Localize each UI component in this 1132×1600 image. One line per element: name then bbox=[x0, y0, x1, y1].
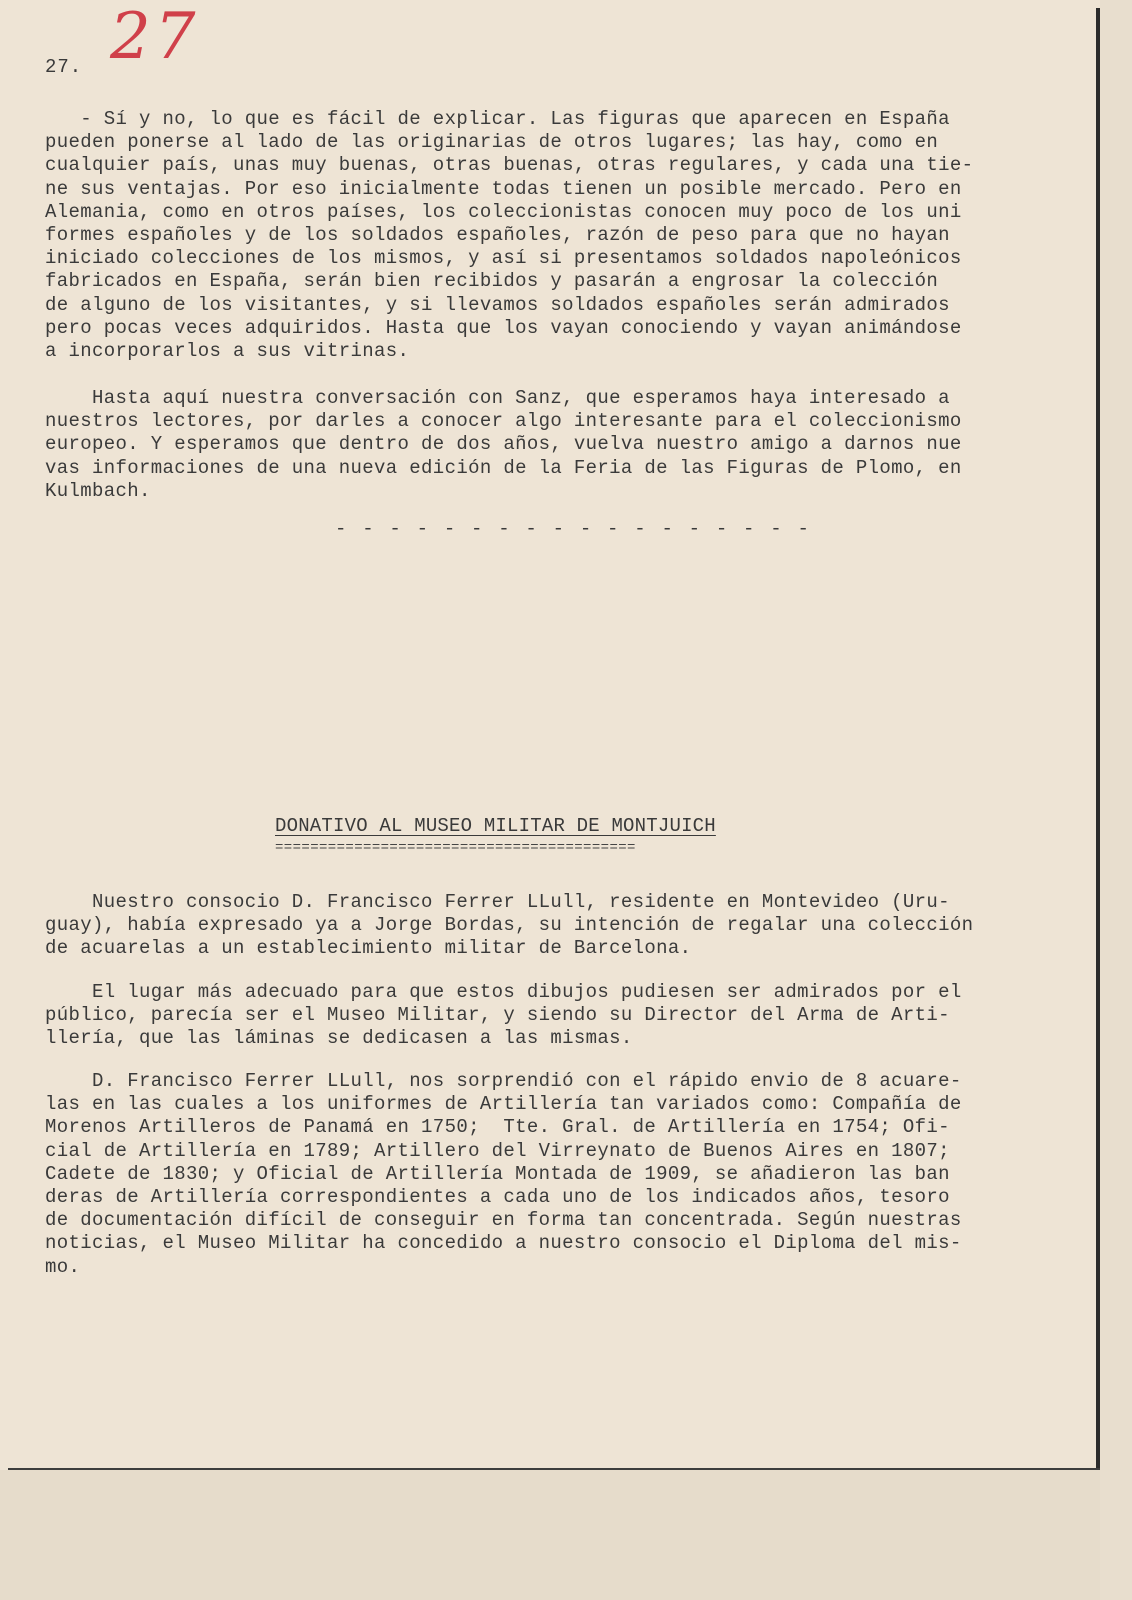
article-title: DONATIVO AL MUSEO MILITAR DE MONTJUICH bbox=[275, 815, 716, 837]
handwritten-page-number: 27 bbox=[110, 0, 200, 74]
interview-paragraph-2: Hasta aquí nuestra conversación con Sanz, que esperamos haya interesado a nuestros lectores, por darles a conocer algo interesante para el coleccionismo europeo. Y esperamos que dentro de dos años, vuelva nuestro amigo a darnos nue vas informaciones de una nueva edición de la Feria de las Figuras de Plomo, en Kulmbach. bbox=[45, 387, 962, 502]
section-separator: - - - - - - - - - - - - - - - - - - bbox=[335, 518, 812, 540]
title-double-underline: ========================================= bbox=[275, 840, 636, 856]
scan-margin-bottom bbox=[0, 1470, 1100, 1600]
page-bottom-edge bbox=[8, 1468, 1100, 1470]
donation-paragraph-2: El lugar más adecuado para que estos dibujos pudiesen ser admirados por el público, parecía ser el Museo Militar, y siendo su Director del Arma de Arti- llería, que las láminas se dedicasen a las mismas. bbox=[45, 981, 962, 1050]
scan-margin-right bbox=[1100, 0, 1132, 1600]
page-number: 27. bbox=[45, 56, 83, 78]
donation-paragraph-3: D. Francisco Ferrer LLull, nos sorprendió con el rápido envio de 8 acuare- las en las cuales a los uniformes de Artillería tan variados como: Compañía de Morenos Artilleros de Panamá en 1750; Tte. Gral. de Artillería en 1754; Ofi- cial de Artillería en 1789; Artillero del Virreynato de Buenos Aires en 1807; Cadete de 1830; y Oficial de Artillería Montada de 1909, se añadieron las ban deras de Artillería correspondientes a cada uno de los indicados años, tesoro de documentación difícil de conseguir en forma tan concentrada. Según nuestras noticias, el Museo Militar ha concedido a nuestro consocio el Diploma del mis- mo. bbox=[45, 1070, 962, 1278]
page-right-edge bbox=[1096, 8, 1100, 1473]
donation-paragraph-1: Nuestro consocio D. Francisco Ferrer LLull, residente en Montevideo (Uru- guay), había expresado ya a Jorge Bordas, su intención de regalar una colección de acuarelas a un establecimiento militar de Barcelona. bbox=[45, 891, 974, 960]
interview-paragraph-1: - Sí y no, lo que es fácil de explicar. Las figuras que aparecen en España pueden ponerse al lado de las originarias de otros lugares; las hay, como en cualquier país, unas muy buenas, otras buenas, otras regulares, y cada una tie- ne sus ventajas. Por eso inicialmente todas tienen un posible mercado. Pero en Alemania, como en otros países, los coleccionistas conocen muy poco de los uni formes españoles y de los soldados españoles, razón de peso para que no hayan iniciado colecciones de los mismos, y así si presentamos soldados napoleónicos fabricados en España, serán bien recibidos y pasarán a engrosar la colección de alguno de los visitantes, y si llevamos soldados españoles serán admirados pero pocas veces adquiridos. Hasta que los vayan conociendo y vayan animándose a incorporarlos a sus vitrinas. bbox=[45, 108, 974, 363]
